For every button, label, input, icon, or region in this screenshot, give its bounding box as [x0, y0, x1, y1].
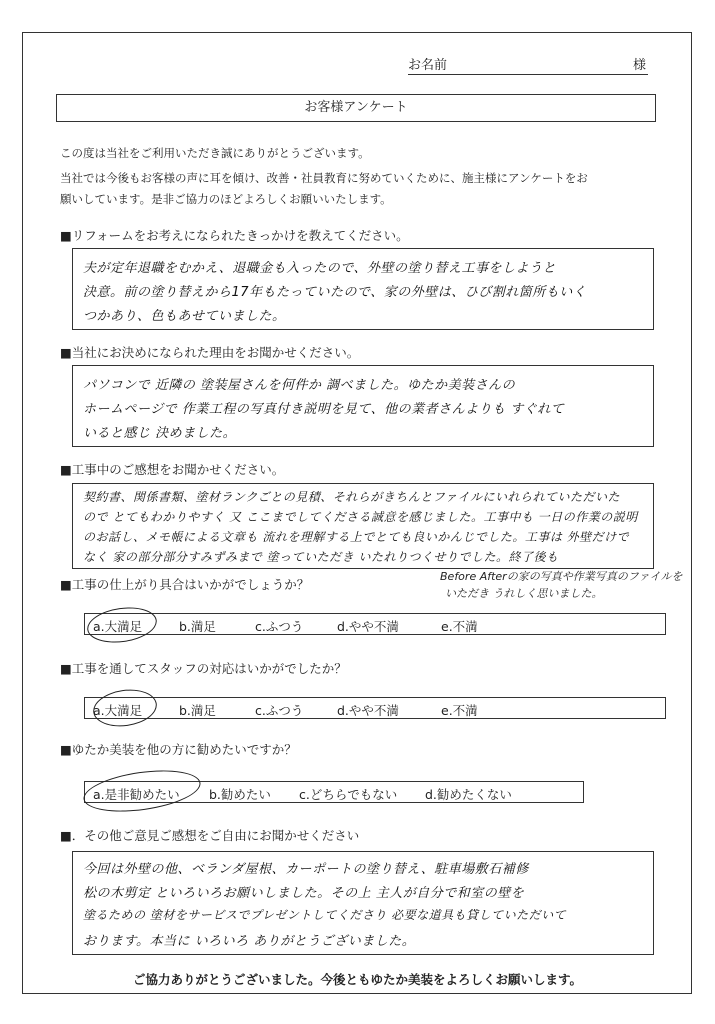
- q3-answer-line-3: のお話し、メモ帳による文章も 流れを理解する上でとても良いかんじでした。工事は 外壁だけで: [83, 530, 630, 544]
- q4-choice-c[interactable]: c.ふつう: [255, 619, 304, 634]
- q4-choice-b[interactable]: b.満足: [179, 619, 216, 634]
- q7-answer-box: [72, 851, 654, 955]
- q4-choice-d[interactable]: d.やや不満: [337, 619, 399, 634]
- q1-answer-line-1: 夫が定年退職をむかえ、退職金も入ったので、外壁の塗り替え工事をしようと: [83, 261, 557, 276]
- q5-question: ■工事を通してスタッフの対応はいかがでしたか？: [60, 661, 347, 676]
- q2-answer-line-1: パソコンで 近隣の 塗装屋さんを何件か 調べました。ゆたか美装さんの: [83, 378, 516, 393]
- intro-line-3: 願いしています。是非ご協力のほどよろしくお願いいたします。: [60, 192, 392, 206]
- q5-choice-e[interactable]: e.不満: [441, 703, 478, 718]
- name-field: [408, 52, 648, 75]
- q5-choice-c[interactable]: c.ふつう: [255, 703, 304, 718]
- q5-choice-a[interactable]: a.大満足: [93, 703, 143, 718]
- q3-note-line-1: Before Afterの家の写真や作業写真のファイルを: [440, 570, 683, 583]
- intro-line-2: 当社では今後もお客様の声に耳を傾け、改善・社員教育に努めていくために、施主様にアンケートをお: [60, 171, 588, 185]
- q1-answer-line-2: 決意。前の塗り替えから17年もたっていたので、家の外壁は、ひび割れ箇所もいく: [83, 285, 587, 300]
- q6-choice-b[interactable]: b.勧めたい: [209, 787, 271, 802]
- q1-question: ■リフォームをお考えになられたきっかけを教えてください。: [60, 228, 409, 243]
- survey-title: お客様アンケート: [56, 94, 656, 122]
- q7-answer-line-4: おります。本当に いろいろ ありがとうございました。: [83, 934, 416, 949]
- q3-answer-line-4: なく 家の部分部分すみずみまで 塗っていただき いたれりつくせりでした。終了後も: [83, 550, 559, 564]
- q3-answer-line-1: 契約書、関係書類、塗材ランクごとの見積、それらがきちんとファイルにいれられていただいた: [83, 490, 621, 504]
- q6-choice-d[interactable]: d.勧めたくない: [425, 787, 512, 802]
- q5-choices: [84, 697, 666, 719]
- q5-choice-b[interactable]: b.満足: [179, 703, 216, 718]
- q7-answer-line-3: 塗るための 塗材をサービスでプレゼントしてくださり 必要な道具も貸していただいて: [83, 908, 567, 922]
- q2-question: ■当社にお決めになられた理由をお聞かせください。: [60, 345, 360, 360]
- footer-thanks: ご協力ありがとうございました。今後ともゆたか美装をよろしくお願いします。: [132, 972, 582, 987]
- intro-line-1: この度は当社をご利用いただき誠にありがとうございます。: [60, 146, 370, 160]
- q7-question: ■．その他ご意見ご感想をご自由にお聞かせください: [60, 828, 360, 843]
- q3-answer-line-2: ので とてもわかりやすく 又 ここまでしてくださる誠意を感じました。工事中も 一日の作業の説明: [83, 510, 638, 524]
- q2-answer-box: [72, 365, 654, 447]
- q3-note-line-2: いただき うれしく思いました。: [445, 587, 603, 600]
- q5-choice-d[interactable]: d.やや不満: [337, 703, 399, 718]
- q4-choice-e[interactable]: e.不満: [441, 619, 478, 634]
- honorific: 様: [632, 58, 646, 73]
- q1-answer-line-3: つかあり、色もあせていました。: [83, 309, 286, 324]
- q6-choice-c[interactable]: c.どちらでもない: [299, 787, 398, 802]
- q6-choice-a[interactable]: a.是非勧めたい: [93, 787, 180, 802]
- name-label: お名前: [408, 58, 448, 73]
- q1-answer-box: [72, 248, 654, 330]
- q4-question: ■工事の仕上がり具合はいかがでしょうか？: [60, 577, 310, 592]
- q2-answer-line-3: いると感じ 決めました。: [83, 426, 237, 441]
- q2-answer-line-2: ホームページで 作業工程の写真付き説明を見て、他の業者さんよりも すぐれて: [83, 402, 565, 417]
- q6-question: ■ゆたか美装を他の方に勧めたいですか？: [60, 742, 297, 757]
- q3-answer-box: [72, 483, 654, 569]
- q4-choice-a[interactable]: a.大満足: [93, 619, 143, 634]
- q6-choices: [84, 781, 584, 803]
- q4-choices: [84, 613, 666, 635]
- q7-answer-line-2: 松の木剪定 といろいろお願いしました。その上 主人が自分で和室の壁を: [83, 886, 525, 901]
- q7-answer-line-1: 今回は外壁の他、ベランダ屋根、カーポートの塗り替え、駐車場敷石補修: [83, 862, 529, 877]
- q3-question: ■工事中のご感想をお聞かせください。: [60, 462, 285, 477]
